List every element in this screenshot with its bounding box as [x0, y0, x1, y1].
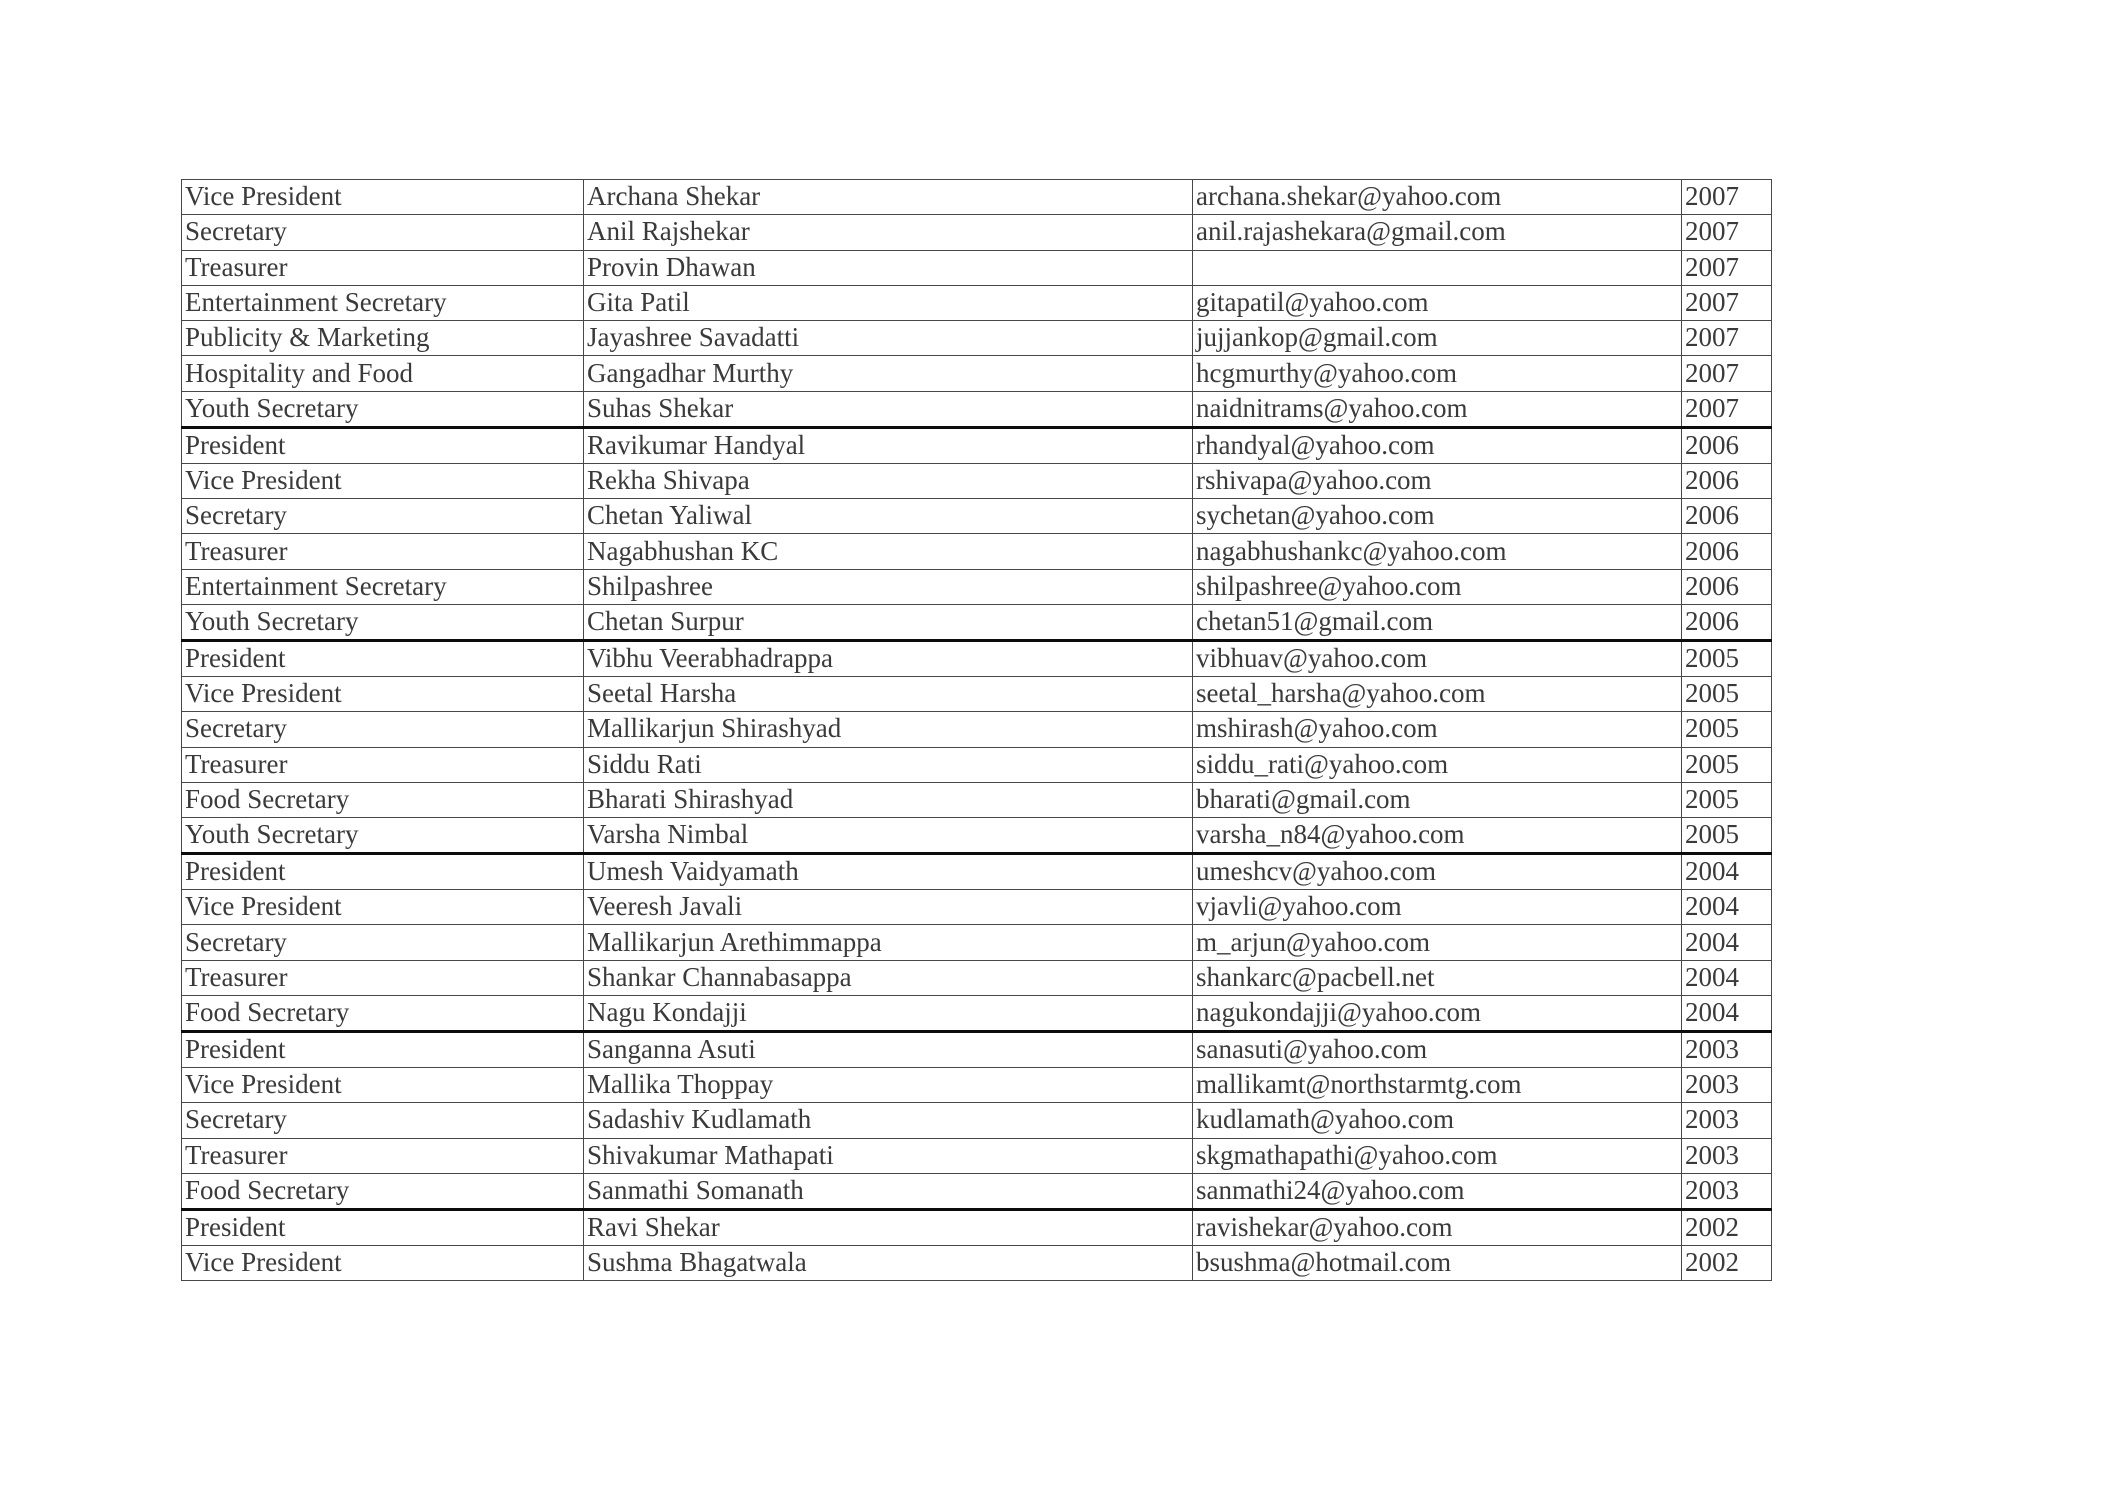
role-cell: Entertainment Secretary: [182, 285, 584, 320]
table-row: [182, 1068, 1772, 1103]
role-cell: Youth Secretary: [182, 604, 584, 640]
email-cell: ravishekar@yahoo.com: [1193, 1209, 1682, 1245]
name-cell: Anil Rajshekar: [584, 215, 1193, 250]
name-cell: Umesh Vaidyamath: [584, 854, 1193, 890]
role-cell: Secretary: [182, 925, 584, 960]
email-cell: naidnitrams@yahoo.com: [1193, 391, 1682, 427]
year-cell: 2006: [1682, 534, 1772, 569]
table-row: [182, 250, 1772, 285]
role-cell: President: [182, 854, 584, 890]
email-cell: shilpashree@yahoo.com: [1193, 569, 1682, 604]
email-cell: nagabhushankc@yahoo.com: [1193, 534, 1682, 569]
table-row: [182, 356, 1772, 391]
table-row: [182, 534, 1772, 569]
year-cell: 2005: [1682, 676, 1772, 711]
officers-table-body: [182, 180, 1772, 1281]
table-row: [182, 1032, 1772, 1068]
year-cell: 2007: [1682, 391, 1772, 427]
email-cell: hcgmurthy@yahoo.com: [1193, 356, 1682, 391]
table-row: [182, 996, 1772, 1032]
role-cell: Entertainment Secretary: [182, 569, 584, 604]
year-cell: 2002: [1682, 1245, 1772, 1280]
name-cell: Sushma Bhagatwala: [584, 1245, 1193, 1280]
email-cell: shankarc@pacbell.net: [1193, 960, 1682, 995]
email-cell: rshivapa@yahoo.com: [1193, 463, 1682, 498]
name-cell: Archana Shekar: [584, 180, 1193, 215]
name-cell: Sanmathi Somanath: [584, 1173, 1193, 1209]
role-cell: Vice President: [182, 1245, 584, 1280]
name-cell: Seetal Harsha: [584, 676, 1193, 711]
table-row: [182, 782, 1772, 817]
table-row: [182, 391, 1772, 427]
email-cell: rhandyal@yahoo.com: [1193, 427, 1682, 463]
role-cell: Treasurer: [182, 960, 584, 995]
role-cell: Youth Secretary: [182, 391, 584, 427]
year-cell: 2003: [1682, 1103, 1772, 1138]
email-cell: sychetan@yahoo.com: [1193, 499, 1682, 534]
role-cell: Hospitality and Food: [182, 356, 584, 391]
name-cell: Shilpashree: [584, 569, 1193, 604]
name-cell: Chetan Surpur: [584, 604, 1193, 640]
name-cell: Sadashiv Kudlamath: [584, 1103, 1193, 1138]
table-row: [182, 1138, 1772, 1173]
table-row: [182, 676, 1772, 711]
name-cell: Mallika Thoppay: [584, 1068, 1193, 1103]
name-cell: Siddu Rati: [584, 747, 1193, 782]
email-cell: sanasuti@yahoo.com: [1193, 1032, 1682, 1068]
role-cell: President: [182, 1032, 584, 1068]
year-cell: 2007: [1682, 285, 1772, 320]
name-cell: Mallikarjun Shirashyad: [584, 712, 1193, 747]
email-cell: bharati@gmail.com: [1193, 782, 1682, 817]
role-cell: Vice President: [182, 463, 584, 498]
year-cell: 2005: [1682, 640, 1772, 676]
name-cell: Varsha Nimbal: [584, 818, 1193, 854]
year-cell: 2005: [1682, 818, 1772, 854]
name-cell: Vibhu Veerabhadrappa: [584, 640, 1193, 676]
email-cell: archana.shekar@yahoo.com: [1193, 180, 1682, 215]
role-cell: Food Secretary: [182, 1173, 584, 1209]
year-cell: 2007: [1682, 250, 1772, 285]
email-cell: m_arjun@yahoo.com: [1193, 925, 1682, 960]
role-cell: Vice President: [182, 1068, 584, 1103]
email-cell: sanmathi24@yahoo.com: [1193, 1173, 1682, 1209]
table-row: [182, 604, 1772, 640]
table-row: [182, 463, 1772, 498]
name-cell: Ravikumar Handyal: [584, 427, 1193, 463]
year-cell: 2007: [1682, 356, 1772, 391]
year-cell: 2006: [1682, 463, 1772, 498]
table-row: [182, 1209, 1772, 1245]
year-cell: 2003: [1682, 1173, 1772, 1209]
table-row: [182, 1245, 1772, 1280]
email-cell: mshirash@yahoo.com: [1193, 712, 1682, 747]
year-cell: 2007: [1682, 180, 1772, 215]
role-cell: Vice President: [182, 676, 584, 711]
role-cell: Secretary: [182, 712, 584, 747]
year-cell: 2004: [1682, 960, 1772, 995]
role-cell: Publicity & Marketing: [182, 321, 584, 356]
role-cell: President: [182, 640, 584, 676]
email-cell: kudlamath@yahoo.com: [1193, 1103, 1682, 1138]
year-cell: 2007: [1682, 215, 1772, 250]
role-cell: President: [182, 1209, 584, 1245]
table-row: [182, 960, 1772, 995]
year-cell: 2006: [1682, 569, 1772, 604]
name-cell: Veeresh Javali: [584, 890, 1193, 925]
table-row: [182, 180, 1772, 215]
email-cell: anil.rajashekara@gmail.com: [1193, 215, 1682, 250]
role-cell: Treasurer: [182, 747, 584, 782]
year-cell: 2003: [1682, 1068, 1772, 1103]
table-row: [182, 569, 1772, 604]
name-cell: Shivakumar Mathapati: [584, 1138, 1193, 1173]
table-row: [182, 712, 1772, 747]
name-cell: Rekha Shivapa: [584, 463, 1193, 498]
table-row: [182, 321, 1772, 356]
role-cell: Food Secretary: [182, 996, 584, 1032]
role-cell: Vice President: [182, 180, 584, 215]
role-cell: Vice President: [182, 890, 584, 925]
table-row: [182, 215, 1772, 250]
name-cell: Sanganna Asuti: [584, 1032, 1193, 1068]
role-cell: Secretary: [182, 215, 584, 250]
year-cell: 2004: [1682, 996, 1772, 1032]
name-cell: Nagu Kondajji: [584, 996, 1193, 1032]
table-row: [182, 818, 1772, 854]
table-row: [182, 925, 1772, 960]
role-cell: Secretary: [182, 1103, 584, 1138]
role-cell: Treasurer: [182, 534, 584, 569]
name-cell: Shankar Channabasappa: [584, 960, 1193, 995]
name-cell: Suhas Shekar: [584, 391, 1193, 427]
year-cell: 2003: [1682, 1032, 1772, 1068]
table-row: [182, 890, 1772, 925]
name-cell: Nagabhushan KC: [584, 534, 1193, 569]
name-cell: Ravi Shekar: [584, 1209, 1193, 1245]
email-cell: gitapatil@yahoo.com: [1193, 285, 1682, 320]
role-cell: Youth Secretary: [182, 818, 584, 854]
officers-table: [181, 179, 1772, 1281]
year-cell: 2007: [1682, 321, 1772, 356]
role-cell: President: [182, 427, 584, 463]
role-cell: Treasurer: [182, 1138, 584, 1173]
email-cell: varsha_n84@yahoo.com: [1193, 818, 1682, 854]
year-cell: 2005: [1682, 782, 1772, 817]
year-cell: 2004: [1682, 854, 1772, 890]
table-row: [182, 427, 1772, 463]
email-cell: vjavli@yahoo.com: [1193, 890, 1682, 925]
year-cell: 2003: [1682, 1138, 1772, 1173]
table-row: [182, 640, 1772, 676]
role-cell: Secretary: [182, 499, 584, 534]
email-cell: mallikamt@northstarmtg.com: [1193, 1068, 1682, 1103]
name-cell: Jayashree Savadatti: [584, 321, 1193, 356]
email-cell: nagukondajji@yahoo.com: [1193, 996, 1682, 1032]
email-cell: jujjankop@gmail.com: [1193, 321, 1682, 356]
email-cell: bsushma@hotmail.com: [1193, 1245, 1682, 1280]
table-row: [182, 747, 1772, 782]
name-cell: Bharati Shirashyad: [584, 782, 1193, 817]
year-cell: 2004: [1682, 890, 1772, 925]
table-row: [182, 285, 1772, 320]
email-cell: siddu_rati@yahoo.com: [1193, 747, 1682, 782]
year-cell: 2006: [1682, 499, 1772, 534]
name-cell: Gita Patil: [584, 285, 1193, 320]
year-cell: 2004: [1682, 925, 1772, 960]
role-cell: Treasurer: [182, 250, 584, 285]
name-cell: Mallikarjun Arethimmappa: [584, 925, 1193, 960]
table-row: [182, 499, 1772, 534]
table-row: [182, 1173, 1772, 1209]
year-cell: 2006: [1682, 604, 1772, 640]
year-cell: 2002: [1682, 1209, 1772, 1245]
officers-table-container: [181, 179, 1772, 1281]
year-cell: 2005: [1682, 747, 1772, 782]
email-cell: chetan51@gmail.com: [1193, 604, 1682, 640]
name-cell: Gangadhar Murthy: [584, 356, 1193, 391]
email-cell: skgmathapathi@yahoo.com: [1193, 1138, 1682, 1173]
name-cell: Chetan Yaliwal: [584, 499, 1193, 534]
name-cell: Provin Dhawan: [584, 250, 1193, 285]
email-cell: vibhuav@yahoo.com: [1193, 640, 1682, 676]
email-cell: seetal_harsha@yahoo.com: [1193, 676, 1682, 711]
role-cell: Food Secretary: [182, 782, 584, 817]
year-cell: 2005: [1682, 712, 1772, 747]
table-row: [182, 1103, 1772, 1138]
table-row: [182, 854, 1772, 890]
email-cell: umeshcv@yahoo.com: [1193, 854, 1682, 890]
year-cell: 2006: [1682, 427, 1772, 463]
email-cell: [1193, 250, 1682, 285]
